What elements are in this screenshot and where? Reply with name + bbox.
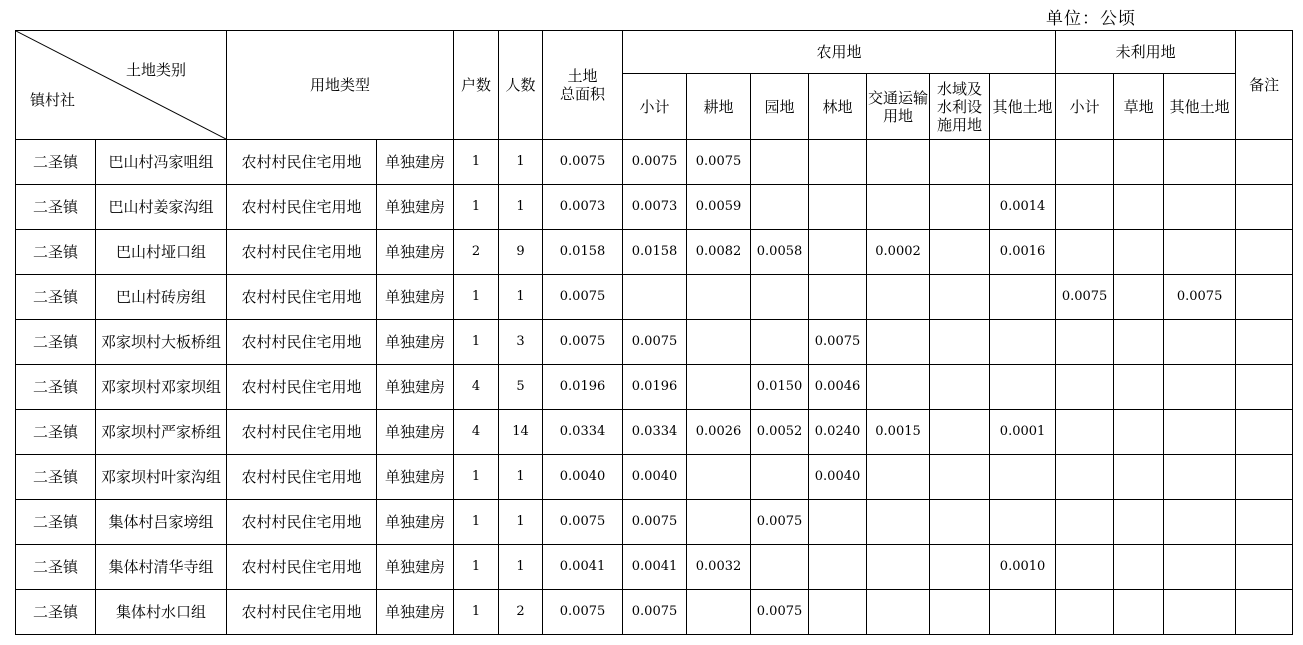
grass-cell bbox=[1114, 185, 1164, 230]
unused-subtotal-cell bbox=[1056, 410, 1114, 455]
remarks-header-label: 备注 bbox=[1249, 76, 1280, 94]
garden-cell: 0.0058 bbox=[751, 230, 809, 275]
build-type-cell: 单独建房 bbox=[377, 500, 454, 545]
garden-cell bbox=[751, 275, 809, 320]
garden-cell: 0.0075 bbox=[751, 590, 809, 635]
town-cell: 二圣镇 bbox=[16, 455, 96, 500]
agri-subtotal-cell: 0.0075 bbox=[623, 500, 687, 545]
build-type-cell: 单独建房 bbox=[377, 185, 454, 230]
farmland-cell bbox=[687, 365, 751, 410]
grass-cell bbox=[1114, 590, 1164, 635]
people-cell: 1 bbox=[499, 275, 543, 320]
forest-cell: 0.0040 bbox=[809, 455, 867, 500]
transport-cell bbox=[867, 545, 930, 590]
usage-cell: 农村村民住宅用地 bbox=[227, 410, 377, 455]
farmland-cell: 0.0032 bbox=[687, 545, 751, 590]
table-row bbox=[16, 545, 1293, 590]
town-cell: 二圣镇 bbox=[16, 230, 96, 275]
total-area-header-line1: 土地 bbox=[567, 67, 598, 85]
unused-other-cell bbox=[1164, 545, 1236, 590]
agri-subtotal-cell: 0.0040 bbox=[623, 455, 687, 500]
agri-subtotal-cell bbox=[623, 275, 687, 320]
usage-cell: 农村村民住宅用地 bbox=[227, 185, 377, 230]
people-cell: 14 bbox=[499, 410, 543, 455]
total-area-header bbox=[543, 31, 623, 140]
diagonal-line bbox=[16, 31, 226, 139]
town-cell: 二圣镇 bbox=[16, 410, 96, 455]
water-cell bbox=[930, 455, 990, 500]
households-cell: 1 bbox=[454, 455, 499, 500]
households-cell: 4 bbox=[454, 410, 499, 455]
garden-cell bbox=[751, 545, 809, 590]
water-cell bbox=[930, 140, 990, 185]
water-header: 水域及水利设施用地 bbox=[930, 74, 990, 140]
people-cell: 1 bbox=[499, 545, 543, 590]
total-area-cell: 0.0073 bbox=[543, 185, 623, 230]
households-cell: 1 bbox=[454, 140, 499, 185]
table-row bbox=[16, 320, 1293, 365]
build-type-cell: 单独建房 bbox=[377, 320, 454, 365]
build-type-cell: 单独建房 bbox=[377, 410, 454, 455]
usage-cell: 农村村民住宅用地 bbox=[227, 275, 377, 320]
usage-cell: 农村村民住宅用地 bbox=[227, 500, 377, 545]
build-type-cell: 单独建房 bbox=[377, 365, 454, 410]
total-area-cell: 0.0075 bbox=[543, 140, 623, 185]
garden-cell: 0.0075 bbox=[751, 500, 809, 545]
unused-subtotal-header: 小计 bbox=[1056, 74, 1114, 140]
agri-other-cell bbox=[990, 590, 1056, 635]
unused-other-cell bbox=[1164, 140, 1236, 185]
usage-cell: 农村村民住宅用地 bbox=[227, 365, 377, 410]
total-area-cell: 0.0075 bbox=[543, 275, 623, 320]
grass-cell bbox=[1114, 230, 1164, 275]
group-cell: 邓家坝村严家桥组 bbox=[96, 410, 227, 455]
unused-subtotal-cell bbox=[1056, 590, 1114, 635]
remarks-cell bbox=[1236, 275, 1293, 320]
agri-other-cell: 0.0014 bbox=[990, 185, 1056, 230]
unused-subtotal-cell bbox=[1056, 455, 1114, 500]
agri-subtotal-cell: 0.0158 bbox=[623, 230, 687, 275]
usage-cell: 农村村民住宅用地 bbox=[227, 455, 377, 500]
build-type-cell: 单独建房 bbox=[377, 275, 454, 320]
remarks-cell bbox=[1236, 185, 1293, 230]
unused-subtotal-cell bbox=[1056, 500, 1114, 545]
diagonal-header-cell bbox=[16, 31, 227, 140]
transport-cell: 0.0002 bbox=[867, 230, 930, 275]
usage-type-header: 用地类型 bbox=[227, 31, 454, 140]
transport-cell bbox=[867, 320, 930, 365]
people-cell: 3 bbox=[499, 320, 543, 365]
unused-subtotal-cell bbox=[1056, 545, 1114, 590]
table-row bbox=[16, 455, 1293, 500]
unused-other-cell bbox=[1164, 230, 1236, 275]
build-type-cell: 单独建房 bbox=[377, 455, 454, 500]
unused-subtotal-cell bbox=[1056, 140, 1114, 185]
town-cell: 二圣镇 bbox=[16, 545, 96, 590]
remarks-header bbox=[1236, 31, 1293, 140]
unused-other-cell bbox=[1164, 185, 1236, 230]
agri-other-cell bbox=[990, 275, 1056, 320]
town-cell: 二圣镇 bbox=[16, 185, 96, 230]
water-cell bbox=[930, 545, 990, 590]
land-use-table bbox=[15, 30, 1293, 635]
forest-cell: 0.0046 bbox=[809, 365, 867, 410]
header-row-top bbox=[16, 31, 1293, 74]
total-area-cell: 0.0334 bbox=[543, 410, 623, 455]
forest-cell: 0.0240 bbox=[809, 410, 867, 455]
group-cell: 邓家坝村叶家沟组 bbox=[96, 455, 227, 500]
group-cell: 集体村水口组 bbox=[96, 590, 227, 635]
build-type-cell: 单独建房 bbox=[377, 230, 454, 275]
farmland-cell bbox=[687, 320, 751, 365]
unit-label: 单位：公顷 bbox=[1046, 9, 1136, 29]
agri-other-cell bbox=[990, 320, 1056, 365]
transport-cell bbox=[867, 500, 930, 545]
agri-other-cell: 0.0010 bbox=[990, 545, 1056, 590]
agri-subtotal-cell: 0.0041 bbox=[623, 545, 687, 590]
garden-cell bbox=[751, 455, 809, 500]
water-cell bbox=[930, 590, 990, 635]
remarks-cell bbox=[1236, 500, 1293, 545]
unused-other-cell bbox=[1164, 590, 1236, 635]
grass-cell bbox=[1114, 140, 1164, 185]
transport-cell bbox=[867, 185, 930, 230]
total-area-header-line2: 总面积 bbox=[560, 85, 606, 103]
forest-cell bbox=[809, 500, 867, 545]
transport-cell bbox=[867, 275, 930, 320]
transport-cell bbox=[867, 140, 930, 185]
group-cell: 集体村清华寺组 bbox=[96, 545, 227, 590]
forest-cell bbox=[809, 140, 867, 185]
grass-cell bbox=[1114, 410, 1164, 455]
farmland-cell bbox=[687, 275, 751, 320]
remarks-cell bbox=[1236, 365, 1293, 410]
remarks-cell bbox=[1236, 455, 1293, 500]
group-cell: 巴山村姜家沟组 bbox=[96, 185, 227, 230]
unused-other-cell bbox=[1164, 500, 1236, 545]
table-row bbox=[16, 365, 1293, 410]
water-cell bbox=[930, 410, 990, 455]
households-header: 户数 bbox=[454, 31, 499, 140]
table-row bbox=[16, 410, 1293, 455]
usage-cell: 农村村民住宅用地 bbox=[227, 590, 377, 635]
remarks-cell bbox=[1236, 320, 1293, 365]
grass-cell bbox=[1114, 275, 1164, 320]
remarks-cell bbox=[1236, 230, 1293, 275]
households-cell: 1 bbox=[454, 590, 499, 635]
grass-header: 草地 bbox=[1114, 74, 1164, 140]
agri-subtotal-cell: 0.0196 bbox=[623, 365, 687, 410]
remarks-cell bbox=[1236, 140, 1293, 185]
forest-header: 林地 bbox=[809, 74, 867, 140]
grass-cell bbox=[1114, 365, 1164, 410]
town-cell: 二圣镇 bbox=[16, 365, 96, 410]
table-row bbox=[16, 590, 1293, 635]
unused-other-cell bbox=[1164, 320, 1236, 365]
build-type-cell: 单独建房 bbox=[377, 140, 454, 185]
people-cell: 5 bbox=[499, 365, 543, 410]
table-row bbox=[16, 230, 1293, 275]
land-category-header: 土地类别 bbox=[126, 61, 187, 79]
remarks-cell bbox=[1236, 590, 1293, 635]
people-cell: 1 bbox=[499, 455, 543, 500]
agricultural-header: 农用地 bbox=[623, 31, 1056, 74]
farmland-cell bbox=[687, 500, 751, 545]
water-cell bbox=[930, 320, 990, 365]
people-cell: 2 bbox=[499, 590, 543, 635]
transport-header: 交通运输用地 bbox=[867, 74, 930, 140]
forest-cell: 0.0075 bbox=[809, 320, 867, 365]
households-cell: 4 bbox=[454, 365, 499, 410]
transport-cell bbox=[867, 365, 930, 410]
garden-cell: 0.0052 bbox=[751, 410, 809, 455]
people-cell: 1 bbox=[499, 140, 543, 185]
agri-subtotal-cell: 0.0075 bbox=[623, 320, 687, 365]
group-cell: 巴山村垭口组 bbox=[96, 230, 227, 275]
group-cell: 集体村吕家塝组 bbox=[96, 500, 227, 545]
forest-cell bbox=[809, 275, 867, 320]
total-area-cell: 0.0040 bbox=[543, 455, 623, 500]
grass-cell bbox=[1114, 545, 1164, 590]
agri-subtotal-cell: 0.0073 bbox=[623, 185, 687, 230]
grass-cell bbox=[1114, 320, 1164, 365]
garden-cell bbox=[751, 185, 809, 230]
households-cell: 2 bbox=[454, 230, 499, 275]
people-cell: 1 bbox=[499, 185, 543, 230]
town-village-header: 镇村社 bbox=[30, 91, 76, 109]
cursor-mark bbox=[1292, 77, 1293, 95]
group-cell: 邓家坝村邓家坝组 bbox=[96, 365, 227, 410]
people-header: 人数 bbox=[499, 31, 543, 140]
agri-subtotal-cell: 0.0334 bbox=[623, 410, 687, 455]
transport-cell bbox=[867, 455, 930, 500]
water-cell bbox=[930, 275, 990, 320]
unused-other-cell: 0.0075 bbox=[1164, 275, 1236, 320]
build-type-cell: 单独建房 bbox=[377, 545, 454, 590]
group-cell: 邓家坝村大板桥组 bbox=[96, 320, 227, 365]
total-area-cell: 0.0158 bbox=[543, 230, 623, 275]
farmland-cell: 0.0075 bbox=[687, 140, 751, 185]
table-row bbox=[16, 140, 1293, 185]
group-cell: 巴山村砖房组 bbox=[96, 275, 227, 320]
farmland-cell bbox=[687, 455, 751, 500]
total-area-cell: 0.0075 bbox=[543, 590, 623, 635]
garden-cell: 0.0150 bbox=[751, 365, 809, 410]
garden-header: 园地 bbox=[751, 74, 809, 140]
agri-subtotal-cell: 0.0075 bbox=[623, 140, 687, 185]
people-cell: 1 bbox=[499, 500, 543, 545]
garden-cell bbox=[751, 320, 809, 365]
remarks-cell bbox=[1236, 410, 1293, 455]
grass-cell bbox=[1114, 500, 1164, 545]
unused-other-cell bbox=[1164, 410, 1236, 455]
agri-other-cell: 0.0001 bbox=[990, 410, 1056, 455]
town-cell: 二圣镇 bbox=[16, 320, 96, 365]
water-cell bbox=[930, 365, 990, 410]
unused-subtotal-cell bbox=[1056, 365, 1114, 410]
unused-other-cell bbox=[1164, 455, 1236, 500]
water-cell bbox=[930, 185, 990, 230]
total-area-cell: 0.0075 bbox=[543, 500, 623, 545]
households-cell: 1 bbox=[454, 500, 499, 545]
agri-other-cell bbox=[990, 140, 1056, 185]
forest-cell bbox=[809, 185, 867, 230]
forest-cell bbox=[809, 590, 867, 635]
agri-other-cell bbox=[990, 455, 1056, 500]
town-cell: 二圣镇 bbox=[16, 275, 96, 320]
households-cell: 1 bbox=[454, 275, 499, 320]
total-area-cell: 0.0196 bbox=[543, 365, 623, 410]
unused-subtotal-cell: 0.0075 bbox=[1056, 275, 1114, 320]
agri-other-cell: 0.0016 bbox=[990, 230, 1056, 275]
people-cell: 9 bbox=[499, 230, 543, 275]
table-row bbox=[16, 275, 1293, 320]
farmland-cell: 0.0082 bbox=[687, 230, 751, 275]
town-cell: 二圣镇 bbox=[16, 140, 96, 185]
agri-other-header: 其他土地 bbox=[990, 74, 1056, 140]
remarks-cell bbox=[1236, 545, 1293, 590]
group-cell: 巴山村冯家咀组 bbox=[96, 140, 227, 185]
households-cell: 1 bbox=[454, 545, 499, 590]
total-area-cell: 0.0041 bbox=[543, 545, 623, 590]
unused-other-header: 其他土地 bbox=[1164, 74, 1236, 140]
agri-other-cell bbox=[990, 500, 1056, 545]
farmland-cell: 0.0026 bbox=[687, 410, 751, 455]
households-cell: 1 bbox=[454, 320, 499, 365]
forest-cell bbox=[809, 230, 867, 275]
grass-cell bbox=[1114, 455, 1164, 500]
town-cell: 二圣镇 bbox=[16, 500, 96, 545]
usage-cell: 农村村民住宅用地 bbox=[227, 320, 377, 365]
farmland-cell: 0.0059 bbox=[687, 185, 751, 230]
agri-other-cell bbox=[990, 365, 1056, 410]
unused-subtotal-cell bbox=[1056, 230, 1114, 275]
town-cell: 二圣镇 bbox=[16, 590, 96, 635]
unused-header: 未利用地 bbox=[1056, 31, 1236, 74]
unused-subtotal-cell bbox=[1056, 185, 1114, 230]
agri-subtotal-header: 小计 bbox=[623, 74, 687, 140]
farmland-cell bbox=[687, 590, 751, 635]
transport-cell bbox=[867, 590, 930, 635]
households-cell: 1 bbox=[454, 185, 499, 230]
farmland-header: 耕地 bbox=[687, 74, 751, 140]
total-area-cell: 0.0075 bbox=[543, 320, 623, 365]
agri-subtotal-cell: 0.0075 bbox=[623, 590, 687, 635]
usage-cell: 农村村民住宅用地 bbox=[227, 545, 377, 590]
forest-cell bbox=[809, 545, 867, 590]
usage-cell: 农村村民住宅用地 bbox=[227, 230, 377, 275]
build-type-cell: 单独建房 bbox=[377, 590, 454, 635]
water-cell bbox=[930, 230, 990, 275]
transport-cell: 0.0015 bbox=[867, 410, 930, 455]
garden-cell bbox=[751, 140, 809, 185]
usage-cell: 农村村民住宅用地 bbox=[227, 140, 377, 185]
water-cell bbox=[930, 500, 990, 545]
table-row bbox=[16, 500, 1293, 545]
table-row bbox=[16, 185, 1293, 230]
unused-other-cell bbox=[1164, 365, 1236, 410]
unused-subtotal-cell bbox=[1056, 320, 1114, 365]
